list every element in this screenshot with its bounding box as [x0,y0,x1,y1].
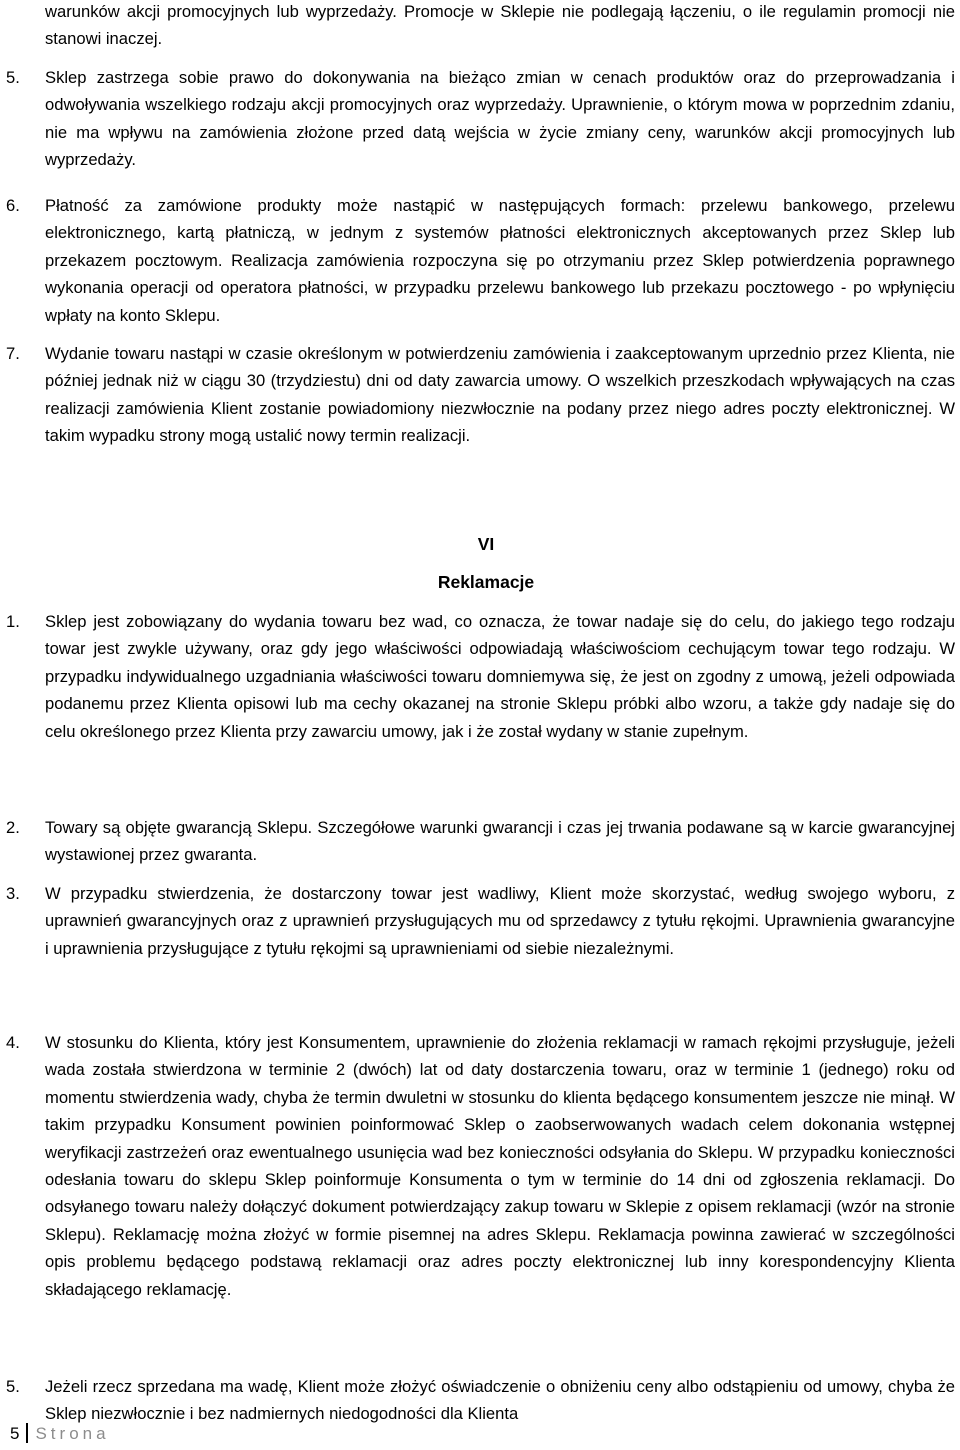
list-item-text: Sklep zastrzega sobie prawo do dokonywania na bieżąco zmian w cenach produktów oraz do przeprowadzania i odwoływania wszelkiego rodzaju akcji promocyjnych oraz wyprzedaży. Uprawnienie, o którym mowa w poprzednim zdaniu, nie ma wpływu na zamówienia złożone przed datą wejścia w życie zmiany ceny, warunków akcji promocyjnych lub wyprzedaży. [45,68,955,170]
footer-divider [26,1423,28,1443]
page-footer [10,1422,110,1446]
continuation-paragraph: warunków akcji promocyjnych lub wyprzedaży. Promocje w Sklepie nie podlegają łączeniu, o ile regulamin promocji nie stanowi inaczej. [45,2,955,49]
list-item-text: Wydanie towaru nastąpi w czasie określonym w potwierdzeniu zamówienia i zaakceptowanym uprzednio przez Klienta, nie później jednak niż w ciągu 30 (trzydziestu) dni od daty zawarcia umowy. O wszelkich przeszkodach wpływających na czas realizacji zamówienia Klient zostanie powiadomiony niezwłocznie na podany przez niego adres poczty elektronicznej. W takim wypadku strony mogą ustalić nowy termin realizacji. [45,344,955,446]
page-label: Strona [35,1424,110,1443]
section-number: VI [477,534,495,554]
item-number: 6. [6,196,20,215]
page-number: 5 [10,1424,20,1443]
list-item-text: W przypadku stwierdzenia, że dostarczony towar jest wadliwy, Klient może skorzystać, według swojego wyboru, z uprawnień gwarancyjnych oraz z uprawnień przysługujących mu od sprzedawcy z tytułu rękojmi. Uprawnienia gwarancyjne i uprawnienia przysługujące z tytułu rękojmi są uprawnieniami od siebie niezależnymi. [45,884,955,958]
list-item-text: Sklep jest zobowiązany do wydania towaru bez wad, co oznacza, że towar nadaje się do celu, do jakiego tego rodzaju towar jest zwykle używany, oraz gdy jego właściwości odpowiadają właściwościom cechującym towar tego rodzaju. W przypadku indywidualnego uzgadniania właściwości towaru domniemywa się, że jest on zgodny z umową, jeżeli odpowiada podanemu przez Klienta opisowi lub ma cechy okazanej na stronie Sklepu próbki albo wzoru, a także gdy nadaje się do celu określonego przez Klienta przy zawarciu umowy, jak i że został wydany w stanie zupełnym. [45,612,955,741]
item-number: 4. [6,1033,20,1052]
item-number: 3. [6,884,20,903]
list-item-text: W stosunku do Klienta, który jest Konsumentem, uprawnienie do złożenia reklamacji w ramach rękojmi przysługuje, jeżeli wada została stwierdzona w terminie 2 (dwóch) lat od daty dostarczenia towaru, oraz w terminie 1 (jednego) roku od momentu stwierdzenia wady, chyba że termin dwuletni w stosunku do klienta będącego konsumentem jeszcze nie minął. W takim przypadku Konsument powinien poinformować Sklep o zaobserwowanych wadach celem dokonania wstępnej weryfikacji zastrzeżeń oraz ewentualnego usunięcia wad bez konieczności odsyłania do Sklepu. W przypadku konieczności odesłania towaru do sklepu Sklep poinformuje Konsumenta o tym w terminie do 14 dni od zgłoszenia reklamacji. Do odsyłanego towaru należy dołączyć dokument potwierdzający zakup towaru w Sklepie z opisem reklamacji (wzór na stronie Sklepu). Reklamację można złożyć w formie pisemnej na adres Sklepu. Reklamacja powinna zawierać w szczególności opis problemu będącego podstawą reklamacji oraz adres poczty elektronicznej lub inny korespondencyjny Klienta składającego reklamację. [45,1033,955,1299]
item-number: 1. [6,612,20,631]
item-number: 5. [6,68,20,87]
list-item-text: Jeżeli rzecz sprzedana ma wadę, Klient może złożyć oświadczenie o obniżeniu ceny albo odstąpieniu od umowy, chyba że Sklep niezwłocznie i bez nadmiernych niedogodności dla Klienta [45,1377,955,1424]
item-number: 2. [6,818,20,837]
list-item-text: Płatność za zamówione produkty może nastąpić w następujących formach: przelewu bankowego, przelewu elektronicznego, kartą płatniczą, w jednym z systemów płatności elektronicznych akceptowanych przez Sklep lub przekazem pocztowym. Realizacja zamówienia rozpoczyna się po otrzymaniu przez Sklep potwierdzenia poprawnego wykonania operacji od operatora płatności, w przypadku przelewu bankowego lub przekazu pocztowego - po wpłynięciu wpłaty na konto Sklepu. [45,196,955,325]
item-number: 5. [6,1377,20,1396]
section-title: Reklamacje [437,572,535,592]
list-item-text: Towary są objęte gwarancją Sklepu. Szczegółowe warunki gwarancji i czas jej trwania podawane są w karcie gwarancyjnej wystawionej przez gwaranta. [45,818,955,865]
item-number: 7. [6,344,20,363]
